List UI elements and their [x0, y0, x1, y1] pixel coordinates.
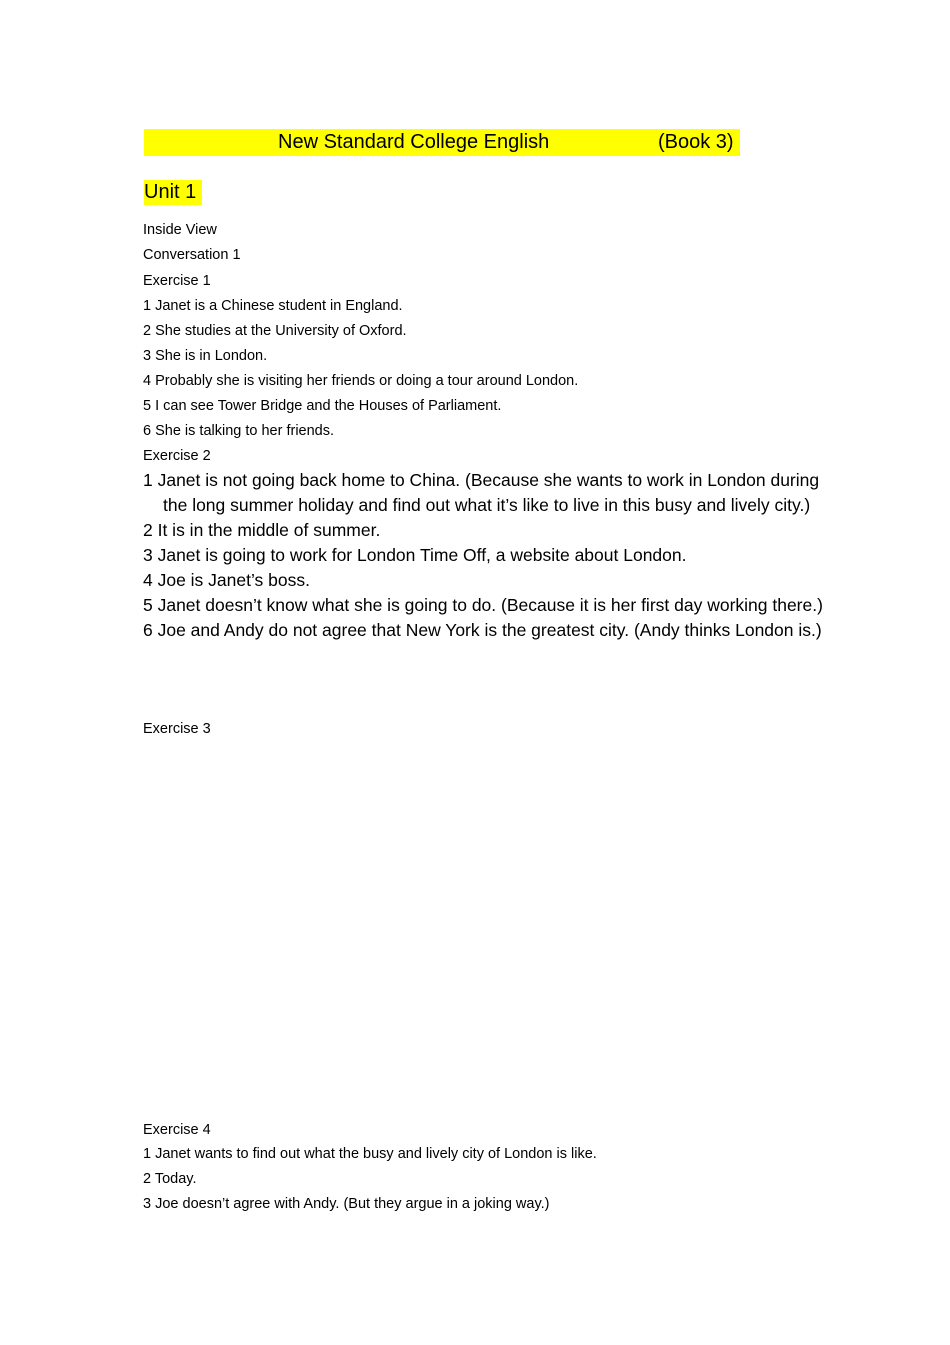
exercise1-heading: Exercise 1 [143, 273, 211, 289]
exercise2-item: 4 Joe is Janet’s boss. [143, 570, 310, 590]
exercise1-item: 2 She studies at the University of Oxford. [143, 323, 407, 339]
exercise2-heading: Exercise 2 [143, 448, 211, 464]
exercise2-list [143, 468, 823, 643]
exercise4-heading: Exercise 4 [143, 1122, 211, 1138]
exercise2-item: 6 Joe and Andy do not agree that New York is the greatest city. (Andy thinks London is.) [143, 620, 822, 640]
exercise2-item: 1 Janet is not going back home to China. (Because she wants to work in London during the long summer holiday and find out what it’s like to live in this busy and lively city.) [143, 470, 820, 515]
book-number: (Book 3) [658, 131, 734, 153]
exercise2-item: 3 Janet is going to work for London Time Off, a website about London. [143, 545, 687, 565]
document-title: New Standard College English [278, 131, 550, 153]
exercise2-item: 2 It is in the middle of summer. [143, 520, 381, 540]
section-heading: Inside View [143, 222, 217, 238]
unit-heading: Unit 1 [144, 181, 197, 203]
conversation-heading: Conversation 1 [143, 247, 241, 263]
exercise1-item: 1 Janet is a Chinese student in England. [143, 298, 403, 314]
exercise4-item: 2 Today. [143, 1171, 197, 1187]
exercise3-heading: Exercise 3 [143, 721, 211, 737]
exercise1-item: 4 Probably she is visiting her friends or doing a tour around London. [143, 373, 579, 389]
exercise1-item: 6 She is talking to her friends. [143, 423, 335, 439]
exercise4-item: 1 Janet wants to find out what the busy and lively city of London is like. [143, 1146, 597, 1162]
exercise4-item: 3 Joe doesn’t agree with Andy. (But they argue in a joking way.) [143, 1196, 550, 1212]
exercise1-item: 3 She is in London. [143, 348, 268, 364]
exercise2-item: 5 Janet doesn’t know what she is going to do. (Because it is her first day working there.) [143, 595, 823, 615]
exercise1-item: 5 I can see Tower Bridge and the Houses of Parliament. [143, 398, 502, 414]
